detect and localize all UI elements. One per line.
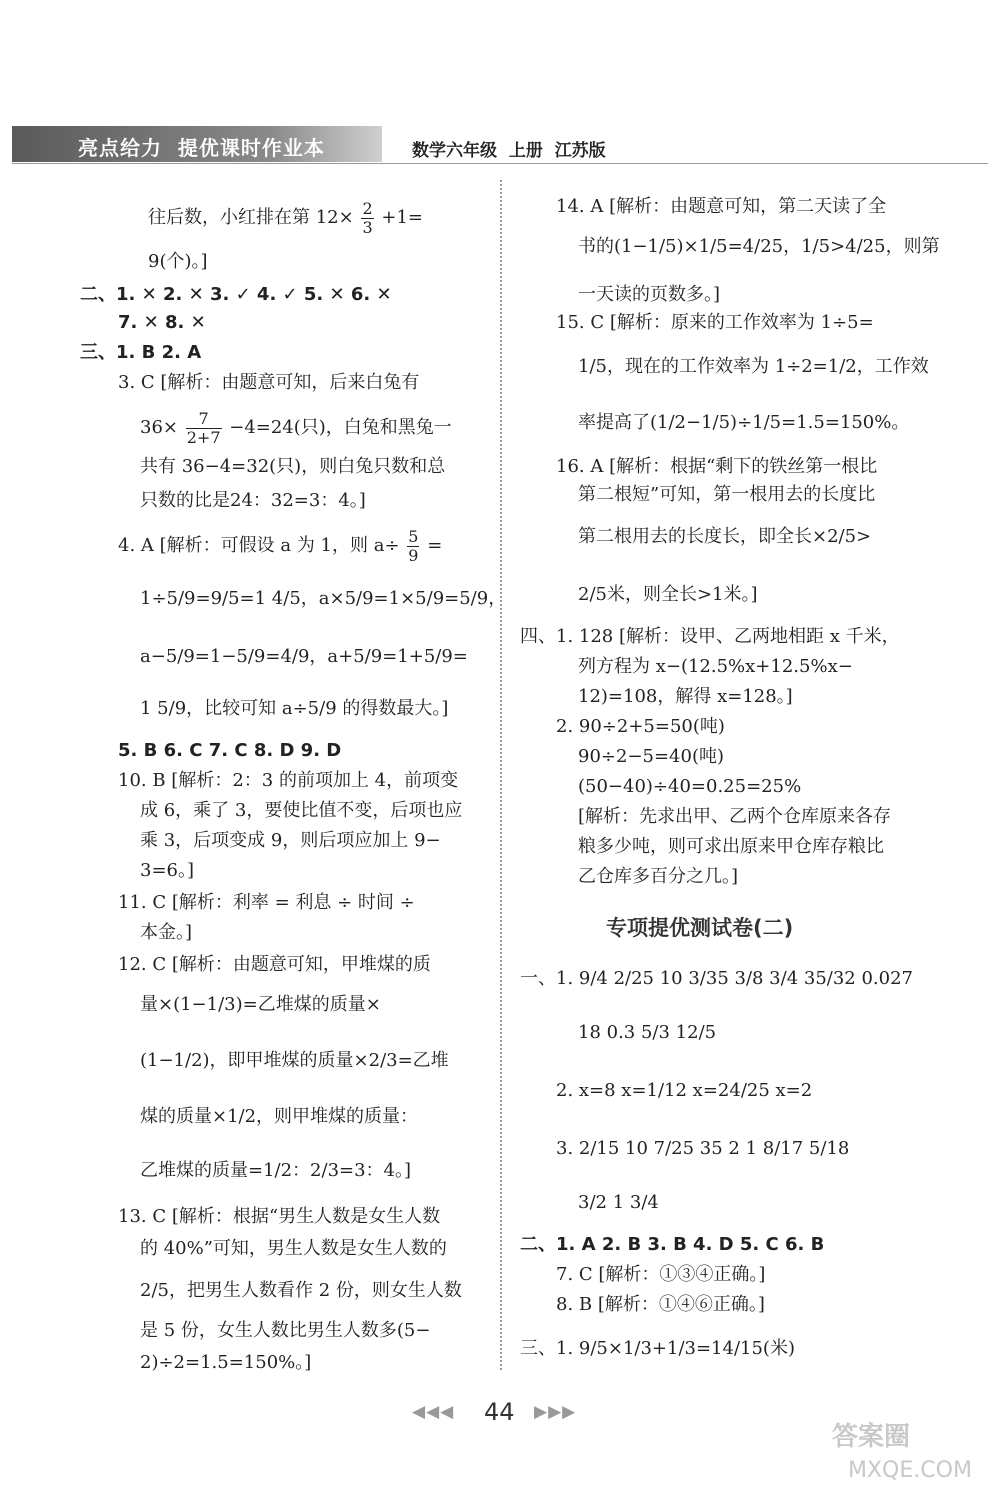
page-number: 44 — [484, 1398, 515, 1426]
answer-line: 1 5/9，比较可知 a÷5/9 的得数最大。] — [140, 698, 449, 719]
answer-line: [解析：先求出甲、乙两个仓库原来各存 — [578, 806, 892, 827]
answer-line: 16. A [解析：根据“剩下的铁丝第一根比 — [556, 456, 878, 477]
watermark-logo: 答案圈 — [832, 1422, 911, 1452]
answer-line: 9(个)。] — [148, 251, 208, 272]
answer-line: 成 6，乘了 3，要使比值不变，后项也应 — [140, 800, 463, 821]
answer-line: 是 5 份，女生人数比男生人数多(5− — [140, 1320, 431, 1341]
answer-line: 量×(1−1/3)=乙堆煤的质量× — [140, 994, 381, 1015]
answer-line: 煤的质量×1/2，则甲堆煤的质量： — [140, 1106, 419, 1127]
answer-line: a−5/9=1−5/9=4/9，a+5/9=1+5/9= — [140, 646, 468, 667]
answer-line: 7. ✕ 8. ✕ — [118, 312, 206, 333]
answer-line: 2. x=8 x=1/12 x=24/25 x=2 — [556, 1080, 813, 1101]
answer-line: 10. B [解析：2：3 的前项加上 4，前项变 — [118, 770, 459, 791]
answer-line: 第二根用去的长度长，即全长×2/5> — [578, 526, 872, 547]
answer-line: 2. 90÷2+5=50(吨) — [556, 716, 725, 737]
answer-line: 第二根短”可知，第一根用去的长度比 — [578, 484, 876, 505]
answer-line: 11. C [解析：利率 = 利息 ÷ 时间 ÷ — [118, 892, 415, 913]
answer-line: 1/5，现在的工作效率为 1÷2=1/2，工作效 — [578, 356, 929, 377]
answer-line: 乙仓库多百分之几。] — [578, 866, 739, 887]
answer-line: 往后数，小红排在第 12× $\frac{2}{3}$ +1= — [148, 199, 423, 237]
answer-line: 5. B 6. C 7. C 8. D 9. D — [118, 740, 342, 761]
answer-line: 2)÷2=1.5=150%。] — [140, 1352, 312, 1373]
answer-line: 36× $\frac{7}{2+7}$ −4=24(只)，白兔和黑兔一 — [140, 409, 452, 447]
answer-line: 8. B [解析：①④⑥正确。] — [556, 1294, 765, 1315]
answer-line: 的 40%”可知，男生人数是女生人数的 — [140, 1238, 447, 1259]
answer-line: 14. A [解析：由题意可知，第二天读了全 — [556, 196, 887, 217]
answer-line: 本金。] — [140, 922, 193, 943]
answer-line: 三、1. 9/5×1/3+1/3=14/15(米) — [520, 1338, 795, 1359]
answer-line: 3/2 1 3/4 — [578, 1192, 659, 1213]
answer-line: 3. 2/15 10 7/25 35 2 1 8/17 5/18 — [556, 1138, 850, 1159]
next-arrows-icon: ▶▶▶ — [534, 1402, 577, 1422]
answer-line: 乙堆煤的质量=1/2：2/3=3：4。] — [140, 1160, 412, 1181]
book-subtitle: 数学六年级 上册 江苏版 — [412, 141, 606, 161]
header-rule — [12, 163, 988, 164]
answer-line: 4. A [解析：可假设 a 为 1，则 a÷ $\frac{5}{9}$ = — [118, 527, 443, 565]
answer-line: 13. C [解析：根据“男生人数是女生人数 — [118, 1206, 441, 1227]
book-title: 亮点给力 提优课时作业本 — [78, 136, 325, 160]
answer-line: 共有 36−4=32(只)，则白兔只数和总 — [140, 456, 446, 477]
answer-line: 三、1. B 2. A — [80, 342, 202, 363]
answer-line: 书的(1−1/5)×1/5=4/25，1/5>4/25，则第 — [578, 236, 940, 257]
fraction: $\frac{2}{3}$ — [362, 199, 373, 237]
answer-line: 四、1. 128 [解析：设甲、乙两地相距 x 千米， — [520, 626, 900, 647]
answer-line: 列方程为 x−(12.5%x+12.5%x− — [578, 656, 853, 677]
answer-line: 18 0.3 5/3 12/5 — [578, 1022, 717, 1043]
answer-line: 2/5米，则全长>1米。] — [578, 584, 758, 605]
prev-arrows-icon: ◀◀◀ — [412, 1402, 455, 1422]
column-divider — [500, 180, 502, 1370]
answer-line: 二、1. A 2. B 3. B 4. D 5. C 6. B — [520, 1234, 825, 1255]
answer-line: 二、1. ✕ 2. ✕ 3. ✓ 4. ✓ 5. ✕ 6. ✕ — [80, 284, 392, 305]
answer-line: 12. C [解析：由题意可知，甲堆煤的质 — [118, 954, 431, 975]
answer-line: 乘 3，后项变成 9，则后项应加上 9− — [140, 830, 441, 851]
answer-line: 一、1. 9/4 2/25 10 3/35 3/8 3/4 35/32 0.027 — [520, 968, 914, 989]
answer-line: 率提高了(1/2−1/5)÷1/5=1.5=150%。 — [578, 412, 910, 433]
answer-line: 12)=108，解得 x=128。] — [578, 686, 793, 707]
answer-line: 3=6。] — [140, 860, 195, 881]
answer-line: (50−40)÷40=0.25=25% — [578, 776, 802, 797]
answer-line: 粮多少吨，则可求出原来甲仓库存粮比 — [578, 836, 884, 857]
answer-line: 只数的比是24：32=3：4。] — [140, 490, 366, 511]
answer-line: 一天读的页数多。] — [578, 284, 721, 305]
answer-line: 15. C [解析：原来的工作效率为 1÷5= — [556, 312, 874, 333]
answer-line: 3. C [解析：由题意可知，后来白兔有 — [118, 372, 420, 393]
watermark-url: MXQE.COM — [848, 1458, 972, 1483]
answer-line: 1÷5/9=9/5=1 4/5，a×5/9=1×5/9=5/9， — [140, 588, 507, 609]
answer-line: 7. C [解析：①③④正确。] — [556, 1264, 766, 1285]
answer-line: 2/5，把男生人数看作 2 份，则女生人数 — [140, 1280, 462, 1301]
fraction: $\frac{5}{9}$ — [408, 527, 419, 565]
fraction: $\frac{7}{2+7}$ — [186, 409, 221, 447]
section-heading: 专项提优测试卷(二) — [606, 916, 794, 940]
answer-line: (1−1/2)，即甲堆煤的质量×2/3=乙堆 — [140, 1050, 449, 1071]
answer-line: 90÷2−5=40(吨) — [578, 746, 725, 767]
